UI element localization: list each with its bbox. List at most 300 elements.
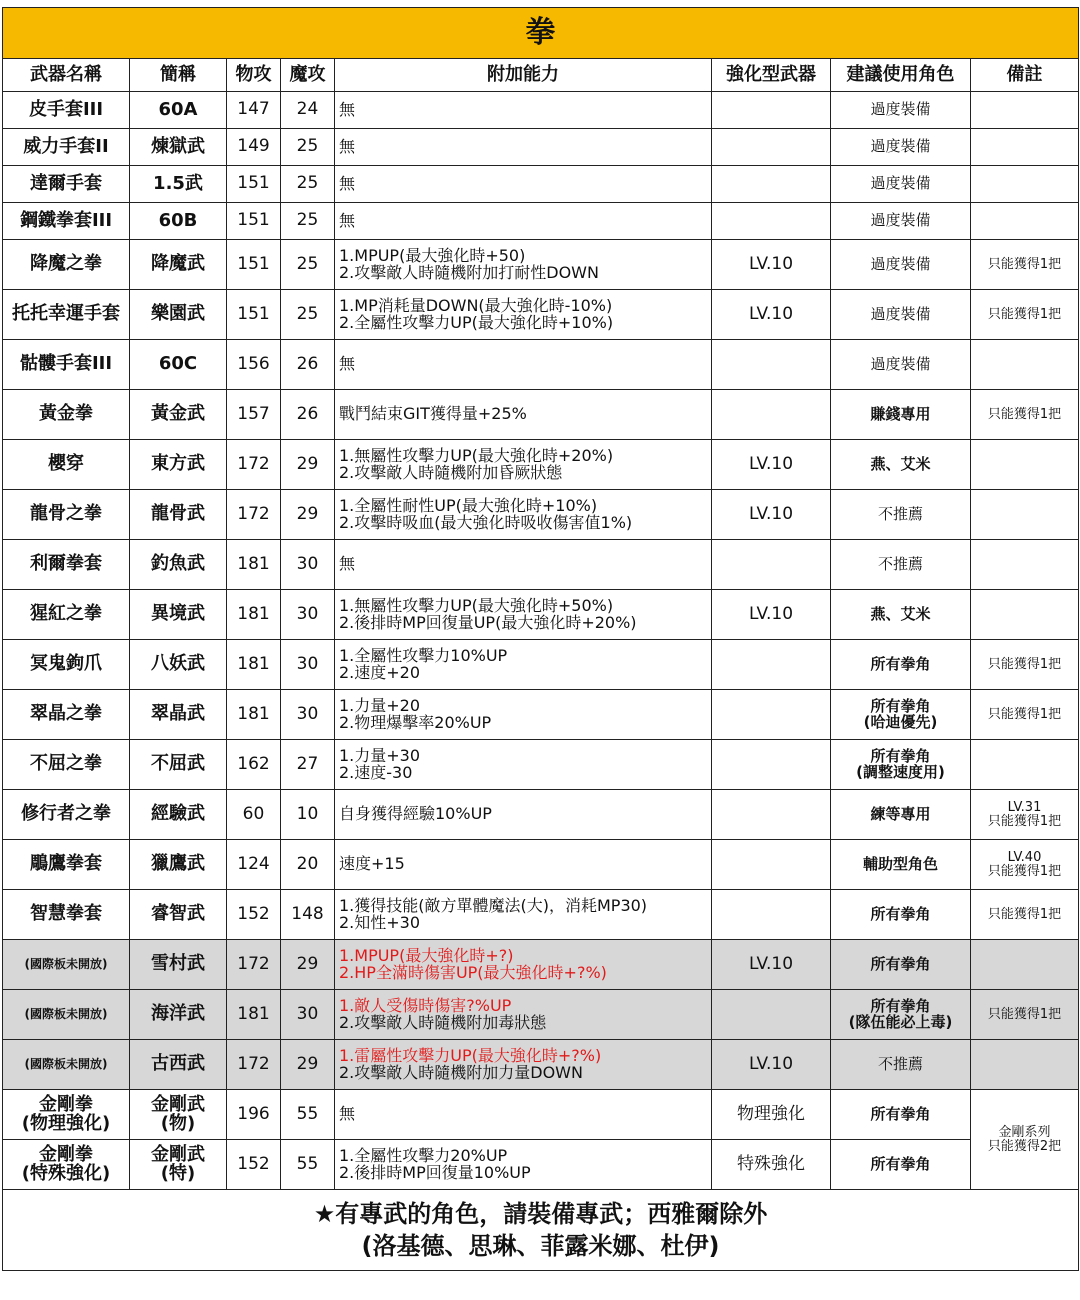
weapon-abbreviation: 睿智武 [130, 890, 227, 940]
table-row [3, 166, 1079, 203]
magic-attack: 20 [281, 840, 335, 890]
ability-cell [335, 940, 712, 990]
cell-line: 1.全屬性攻擊力20%UP [339, 1145, 508, 1165]
enhanced-weapon: LV.10 [712, 490, 831, 540]
ability-cell [335, 390, 712, 440]
enhanced-weapon: LV.10 [712, 240, 831, 290]
magic-attack: 148 [281, 890, 335, 940]
magic-attack: 30 [281, 690, 335, 740]
cell-line: 2.全屬性攻擊力UP(最大強化時+10%) [339, 312, 614, 332]
table-row [3, 790, 1079, 840]
cell-line: 1.全屬性耐性UP(最大強化時+10%) [339, 495, 598, 515]
weapon-abbreviation: 1.5武 [130, 166, 227, 203]
weapon-name: 鵰鷹拳套 [3, 840, 130, 890]
cell-line: 不推薦 [877, 504, 923, 523]
suggested-role [831, 390, 971, 440]
cell-line: 過度裝備 [870, 304, 931, 323]
note-cell [971, 690, 1079, 740]
table-row [3, 240, 1079, 290]
suggested-role [831, 890, 971, 940]
cell-line: 2.知性+30 [339, 912, 421, 932]
cell-line: 只能獲得1把 [987, 906, 1062, 922]
magic-attack: 29 [281, 440, 335, 490]
cell-line: 無 [339, 136, 356, 156]
suggested-role [831, 240, 971, 290]
table-row [3, 640, 1079, 690]
table-row [3, 290, 1079, 340]
weapon-name: 利爾拳套 [3, 540, 130, 590]
physical-attack: 181 [227, 640, 281, 690]
cell-line: 過度裝備 [870, 174, 931, 193]
ability-cell [335, 640, 712, 690]
cell-line: 過度裝備 [870, 354, 931, 373]
ability-cell [335, 990, 712, 1040]
magic-attack: 25 [281, 240, 335, 290]
magic-attack: 30 [281, 590, 335, 640]
ability-cell [335, 1090, 712, 1140]
weapon-name [3, 1090, 130, 1140]
cell-line: LV.31 [1007, 799, 1042, 815]
ability-cell [335, 590, 712, 640]
weapon-name: 不屈之拳 [3, 740, 130, 790]
note-cell [971, 166, 1079, 203]
weapon-abbreviation: 60B [130, 203, 227, 240]
enhanced-weapon [712, 990, 831, 1040]
cell-line: 2.後排時MP回復量10%UP [339, 1162, 531, 1182]
suggested-role [831, 790, 971, 840]
suggested-role [831, 340, 971, 390]
header-abbreviation: 簡稱 [130, 59, 227, 92]
note-cell [971, 940, 1079, 990]
weapon-abbreviation: 八妖武 [130, 640, 227, 690]
weapon-abbreviation: 黃金武 [130, 390, 227, 440]
note-cell [971, 129, 1079, 166]
cell-line: (特殊強化) [21, 1162, 111, 1184]
cell-line: 只能獲得1把 [987, 406, 1062, 422]
note-cell [971, 490, 1079, 540]
weapon-abbreviation: 翠晶武 [130, 690, 227, 740]
cell-line: 1.力量+30 [339, 745, 421, 765]
physical-attack: 181 [227, 990, 281, 1040]
ability-cell [335, 740, 712, 790]
footer-line: (洛基德、思琳、菲露米娜、杜伊) [361, 1232, 720, 1260]
physical-attack: 151 [227, 203, 281, 240]
ability-cell [335, 540, 712, 590]
cell-line: 金剛拳 [39, 1143, 93, 1165]
weapon-abbreviation: 煉獄武 [130, 129, 227, 166]
enhanced-weapon: 特殊強化 [712, 1140, 831, 1190]
cell-line: 1.無屬性攻擊力UP(最大強化時+20%) [339, 445, 614, 465]
cell-line: 2.攻擊敵人時隨機附加昏厥狀態 [339, 462, 563, 482]
cell-line: 只能獲得1把 [987, 1006, 1062, 1022]
cell-line: 2.攻擊時吸血(最大強化時吸收傷害值1%) [339, 512, 633, 532]
header-suggested-role: 建議使用角色 [831, 59, 971, 92]
weapon-abbreviation: 東方武 [130, 440, 227, 490]
cell-line: 只能獲得1把 [987, 706, 1062, 722]
physical-attack: 172 [227, 1040, 281, 1090]
enhanced-weapon [712, 129, 831, 166]
ability-cell [335, 890, 712, 940]
weapon-name: 骷髏手套III [3, 340, 130, 390]
cell-line: 2.攻擊敵人時隨機附加打耐性DOWN [339, 262, 599, 282]
cell-line: 無 [339, 99, 356, 119]
table-row [3, 440, 1079, 490]
enhanced-weapon [712, 340, 831, 390]
cell-line: 2.攻擊敵人時隨機附加力量DOWN [339, 1062, 583, 1082]
ability-cell [335, 690, 712, 740]
ability-cell [335, 92, 712, 129]
table-row [3, 740, 1079, 790]
table-row [3, 490, 1079, 540]
weapon-abbreviation: 古西武 [130, 1040, 227, 1090]
ability-cell [335, 1040, 712, 1090]
cell-line: 只能獲得1把 [987, 813, 1062, 829]
physical-attack: 151 [227, 290, 281, 340]
table-row [3, 92, 1079, 129]
cell-line: 所有拳角 [870, 746, 931, 765]
cell-line: 1.MPUP(最大強化時+?) [339, 945, 514, 965]
cell-line: 過度裝備 [870, 100, 931, 119]
table-row [3, 990, 1079, 1040]
weapon-name: 冥鬼鉤爪 [3, 640, 130, 690]
table-row [3, 940, 1079, 990]
ability-cell [335, 240, 712, 290]
cell-line: 不推薦 [877, 1054, 923, 1073]
table-row [3, 890, 1079, 940]
note-cell [971, 590, 1079, 640]
cell-line: 練等專用 [870, 804, 931, 823]
note-cell [971, 240, 1079, 290]
suggested-role [831, 1040, 971, 1090]
cell-line: 2.後排時MP回復量UP(最大強化時+20%) [339, 612, 637, 632]
weapon-abbreviation: 獵鷹武 [130, 840, 227, 890]
ability-cell [335, 790, 712, 840]
cell-line: 所有拳角 [870, 1154, 931, 1173]
cell-line: (隊伍能必上毒) [848, 1012, 953, 1031]
physical-attack: 147 [227, 92, 281, 129]
weapon-name: 降魔之拳 [3, 240, 130, 290]
weapon-name: 黃金拳 [3, 390, 130, 440]
note-cell [971, 290, 1079, 340]
magic-attack: 26 [281, 390, 335, 440]
cell-line: 只能獲得1把 [987, 306, 1062, 322]
magic-attack: 25 [281, 290, 335, 340]
enhanced-weapon: LV.10 [712, 290, 831, 340]
cell-line: (調整速度用) [856, 762, 945, 781]
ability-cell [335, 166, 712, 203]
weapon-abbreviation: 龍骨武 [130, 490, 227, 540]
physical-attack: 60 [227, 790, 281, 840]
weapon-abbreviation: 釣魚武 [130, 540, 227, 590]
weapon-abbreviation: 降魔武 [130, 240, 227, 290]
cell-line: (哈迪優先) [863, 712, 938, 731]
cell-line: 2.HP全滿時傷害UP(最大強化時+?%) [339, 962, 607, 982]
suggested-role [831, 166, 971, 203]
header-physical-attack: 物攻 [227, 59, 281, 92]
enhanced-weapon [712, 540, 831, 590]
magic-attack: 10 [281, 790, 335, 840]
ability-cell [335, 203, 712, 240]
suggested-role [831, 490, 971, 540]
weapon-name: 鋼鐵拳套III [3, 203, 130, 240]
cell-line: 1.敵人受傷時傷害?%UP [339, 995, 512, 1015]
suggested-role [831, 590, 971, 640]
enhanced-weapon [712, 640, 831, 690]
table-row [3, 590, 1079, 640]
table-row [3, 540, 1079, 590]
magic-attack: 55 [281, 1140, 335, 1190]
cell-line: 所有拳角 [870, 654, 931, 673]
cell-line: 過度裝備 [870, 211, 931, 230]
physical-attack: 149 [227, 129, 281, 166]
enhanced-weapon: LV.10 [712, 1040, 831, 1090]
cell-line: 1.雷屬性攻擊力UP(最大強化時+?%) [339, 1045, 602, 1065]
cell-line: (物) [160, 1112, 196, 1134]
suggested-role [831, 840, 971, 890]
cell-line: 1.全屬性攻擊力10%UP [339, 645, 508, 665]
suggested-role [831, 290, 971, 340]
enhanced-weapon [712, 690, 831, 740]
suggested-role [831, 690, 971, 740]
weapon-name: 猩紅之拳 [3, 590, 130, 640]
cell-line: 只能獲得2把 [987, 1138, 1062, 1154]
cell-line: 2.速度-30 [339, 762, 413, 782]
physical-attack: 172 [227, 940, 281, 990]
physical-attack: 157 [227, 390, 281, 440]
cell-line: (特) [160, 1162, 196, 1184]
table-row [3, 1090, 1079, 1140]
suggested-role [831, 990, 971, 1040]
cell-line: 1.獲得技能(敵方單體魔法(大)，消耗MP30) [339, 895, 648, 915]
suggested-role [831, 92, 971, 129]
enhanced-weapon [712, 840, 831, 890]
weapon-name: 智慧拳套 [3, 890, 130, 940]
cell-line: 所有拳角 [870, 1104, 931, 1123]
ability-cell [335, 340, 712, 390]
suggested-role [831, 640, 971, 690]
enhanced-weapon [712, 203, 831, 240]
note-cell [971, 990, 1079, 1040]
cell-line: 無 [339, 554, 356, 574]
weapon-name: 威力手套II [3, 129, 130, 166]
weapon-abbreviation: 海洋武 [130, 990, 227, 1040]
ability-cell [335, 290, 712, 340]
cell-line: 1.MP消耗量DOWN(最大強化時-10%) [339, 295, 613, 315]
header-ability: 附加能力 [335, 59, 712, 92]
suggested-role [831, 540, 971, 590]
table-row [3, 1140, 1079, 1190]
enhanced-weapon [712, 890, 831, 940]
ability-cell [335, 1140, 712, 1190]
magic-attack: 30 [281, 640, 335, 690]
header-row [3, 59, 1079, 92]
enhanced-weapon [712, 390, 831, 440]
suggested-role [831, 440, 971, 490]
enhanced-weapon [712, 740, 831, 790]
cell-line: 輔助型角色 [862, 854, 938, 873]
enhanced-weapon: 物理強化 [712, 1090, 831, 1140]
note-cell [971, 640, 1079, 690]
weapon-abbreviation: 異境武 [130, 590, 227, 640]
physical-attack: 156 [227, 340, 281, 390]
cell-line: 金剛武 [151, 1143, 205, 1165]
cell-line: 過度裝備 [870, 254, 931, 273]
magic-attack: 25 [281, 203, 335, 240]
cell-line: 燕、艾米 [870, 604, 931, 623]
physical-attack: 172 [227, 440, 281, 490]
table-row [3, 129, 1079, 166]
enhanced-weapon: LV.10 [712, 590, 831, 640]
enhanced-weapon [712, 92, 831, 129]
note-cell [971, 740, 1079, 790]
physical-attack: 181 [227, 590, 281, 640]
cell-line: (物理強化) [21, 1112, 111, 1134]
ability-cell [335, 440, 712, 490]
physical-attack: 196 [227, 1090, 281, 1140]
note-cell [971, 1090, 1079, 1190]
weapon-name: 櫻穿 [3, 440, 130, 490]
weapon-name [3, 1140, 130, 1190]
magic-attack: 29 [281, 940, 335, 990]
weapon-abbreviation: 60C [130, 340, 227, 390]
footer-line: ★有專武的角色，請裝備專武；西雅爾除外 [313, 1199, 768, 1228]
cell-line: 金剛系列 [998, 1124, 1051, 1140]
magic-attack: 30 [281, 540, 335, 590]
weapon-name: 修行者之拳 [3, 790, 130, 840]
cell-line: 所有拳角 [870, 904, 931, 923]
magic-attack: 24 [281, 92, 335, 129]
table-row [3, 390, 1079, 440]
cell-line: 2.攻擊敵人時隨機附加毒狀態 [339, 1012, 547, 1032]
physical-attack: 181 [227, 540, 281, 590]
enhanced-weapon: LV.10 [712, 940, 831, 990]
magic-attack: 27 [281, 740, 335, 790]
suggested-role [831, 203, 971, 240]
cell-line: 無 [339, 173, 356, 193]
weapon-name: (國際板未開放) [3, 1040, 130, 1090]
cell-line: LV.40 [1007, 849, 1042, 865]
table-title: 拳 [3, 8, 1079, 59]
weapon-abbreviation: 不屈武 [130, 740, 227, 790]
cell-line: 過度裝備 [870, 137, 931, 156]
note-cell [971, 340, 1079, 390]
cell-line: 所有拳角 [870, 996, 931, 1015]
suggested-role [831, 940, 971, 990]
suggested-role [831, 1090, 971, 1140]
suggested-role [831, 740, 971, 790]
cell-line: 無 [339, 354, 356, 374]
suggested-role [831, 1140, 971, 1190]
enhanced-weapon [712, 166, 831, 203]
cell-line: 金剛拳 [39, 1093, 93, 1115]
header-magic-attack: 魔攻 [281, 59, 335, 92]
weapon-name: 達爾手套 [3, 166, 130, 203]
note-cell [971, 203, 1079, 240]
enhanced-weapon [712, 790, 831, 840]
cell-line: 戰鬥結束GIT獲得量+25% [339, 404, 527, 424]
table-row [3, 340, 1079, 390]
physical-attack: 151 [227, 240, 281, 290]
note-cell [971, 92, 1079, 129]
header-weapon-name: 武器名稱 [3, 59, 130, 92]
weapon-table [2, 7, 1079, 1271]
magic-attack: 55 [281, 1090, 335, 1140]
weapon-name: 托托幸運手套 [3, 290, 130, 340]
weapon-abbreviation: 樂園武 [130, 290, 227, 340]
cell-line: 只能獲得1把 [987, 656, 1062, 672]
ability-cell [335, 129, 712, 166]
cell-line: 無 [339, 1104, 356, 1124]
note-cell [971, 790, 1079, 840]
ability-cell [335, 490, 712, 540]
physical-attack: 162 [227, 740, 281, 790]
cell-line: 1.MPUP(最大強化時+50) [339, 245, 526, 265]
cell-line: 1.無屬性攻擊力UP(最大強化時+50%) [339, 595, 614, 615]
cell-line: 只能獲得1把 [987, 863, 1062, 879]
weapon-name: 翠晶之拳 [3, 690, 130, 740]
note-cell [971, 540, 1079, 590]
table-row [3, 840, 1079, 890]
suggested-role [831, 129, 971, 166]
weapon-name: 龍骨之拳 [3, 490, 130, 540]
enhanced-weapon: LV.10 [712, 440, 831, 490]
weapon-abbreviation: 經驗武 [130, 790, 227, 840]
ability-cell [335, 840, 712, 890]
table-row [3, 1040, 1079, 1090]
physical-attack: 151 [227, 166, 281, 203]
magic-attack: 25 [281, 129, 335, 166]
physical-attack: 172 [227, 490, 281, 540]
magic-attack: 26 [281, 340, 335, 390]
magic-attack: 30 [281, 990, 335, 1040]
weapon-abbreviation: 60A [130, 92, 227, 129]
weapon-abbreviation: 雪村武 [130, 940, 227, 990]
physical-attack: 152 [227, 1140, 281, 1190]
weapon-abbreviation [130, 1090, 227, 1140]
cell-line: 無 [339, 210, 356, 230]
cell-line: 所有拳角 [870, 954, 931, 973]
note-cell [971, 890, 1079, 940]
weapon-name: (國際板未開放) [3, 990, 130, 1040]
magic-attack: 29 [281, 1040, 335, 1090]
physical-attack: 124 [227, 840, 281, 890]
cell-line: 1.力量+20 [339, 695, 421, 715]
header-notes: 備註 [971, 59, 1079, 92]
cell-line: 自身獲得經驗10%UP [339, 804, 492, 824]
cell-line: 只能獲得1把 [987, 256, 1062, 272]
cell-line: 燕、艾米 [870, 454, 931, 473]
cell-line: 所有拳角 [870, 696, 931, 715]
note-cell [971, 440, 1079, 490]
cell-line: 速度+15 [339, 854, 405, 874]
physical-attack: 152 [227, 890, 281, 940]
weapon-name: 皮手套III [3, 92, 130, 129]
table-row [3, 690, 1079, 740]
cell-line: 不推薦 [877, 554, 923, 573]
weapon-abbreviation [130, 1140, 227, 1190]
table-row [3, 203, 1079, 240]
cell-line: 2.速度+20 [339, 662, 421, 682]
cell-line: 金剛武 [151, 1093, 205, 1115]
footer-note [3, 1190, 1079, 1271]
cell-line: 賺錢專用 [870, 404, 931, 423]
note-cell [971, 1040, 1079, 1090]
note-cell [971, 840, 1079, 890]
weapon-name: (國際板未開放) [3, 940, 130, 990]
header-enhanced-weapon: 強化型武器 [712, 59, 831, 92]
magic-attack: 25 [281, 166, 335, 203]
cell-line: 2.物理爆擊率20%UP [339, 712, 492, 732]
